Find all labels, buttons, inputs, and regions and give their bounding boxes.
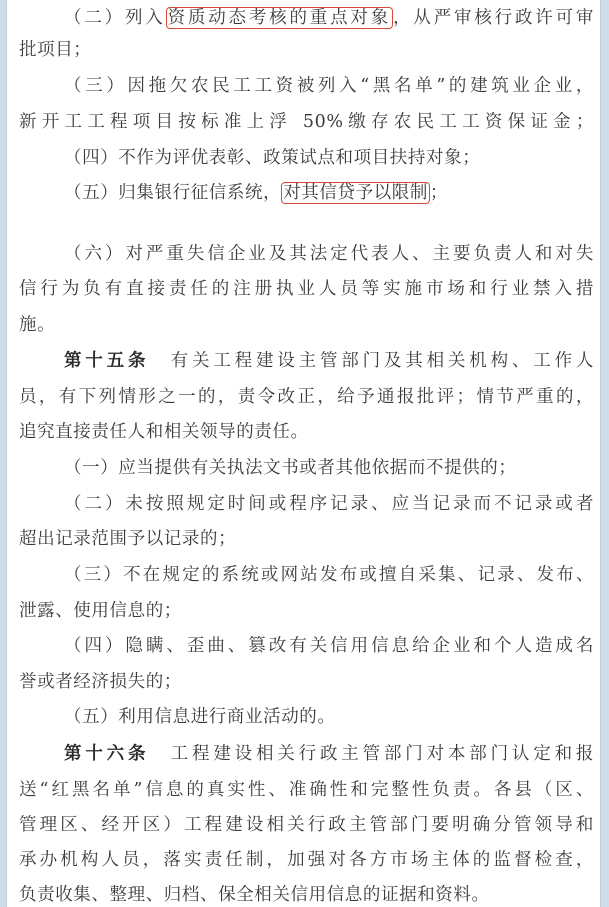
- text-line-7: （六）对严重失信企业及其法定代表人、主要负责人和对失: [64, 244, 594, 264]
- viewer-scrollbar[interactable]: [600, 0, 609, 907]
- text-line-15: 超出记录范围予以记录的；: [19, 529, 237, 549]
- viewer-left-border: [0, 0, 7, 907]
- document-page: [7, 0, 600, 907]
- text-line-22: 送“红黑名单”信息的真实性、准确性和完整性负责。各县（区、: [19, 780, 594, 800]
- text-line-4: 新开工工程项目按标准上浮 50%缴存农民工工资保证金；: [19, 112, 594, 132]
- highlight-box-1: 资质动态考核的重点对象: [167, 8, 392, 28]
- text-line-6: [64, 175, 594, 211]
- line-text: 工程建设相关行政主管部门对本部门认定和报: [149, 744, 594, 764]
- article-15-heading: [64, 343, 594, 379]
- article-16-heading: [64, 736, 594, 772]
- line-text: （五）归集银行征信系统，: [64, 183, 282, 203]
- text-line-2: 批项目；: [19, 40, 92, 60]
- text-line-16: （三）不在规定的系统或网站发布或擅自采集、记录、发布、: [64, 565, 594, 585]
- text-line-17: 泄露、使用信息的；: [19, 601, 182, 621]
- line-text: ；: [430, 183, 449, 203]
- text-line-9: 施。: [19, 315, 56, 335]
- highlight-box-2: 对其信贷予以限制: [283, 183, 429, 203]
- text-line-18: （四）隐瞒、歪曲、篡改有关信用信息给企业和个人造成名: [64, 636, 594, 656]
- line-text: （二）列入: [64, 8, 166, 28]
- text-line-14: （二）未按照规定时间或程序记录、应当记录而不记录或者: [64, 494, 594, 514]
- article-number: 第十五条: [64, 351, 150, 371]
- line-text: 有关工程建设主管部门及其相关机构、工作人: [149, 351, 594, 371]
- text-line-5: （四）不作为评优表彰、政策试点和项目扶持对象；: [64, 148, 481, 168]
- text-line-11: 员，有下列情形之一的，责令改正，给予通报批评；情节严重的，: [19, 387, 594, 407]
- text-line-25: 负责收集、整理、归档、保全相关信用信息的证据和资料。: [19, 885, 490, 905]
- text-line-3: （三）因拖欠农民工工资被列入“黑名单”的建筑业企业，: [64, 76, 594, 96]
- text-line-12: 追究直接责任人和相关领导的责任。: [19, 422, 309, 442]
- text-line-13: （一）应当提供有关执法文书或者其他依据而不提供的；: [64, 458, 517, 478]
- text-line-1: [64, 0, 594, 36]
- article-number: 第十六条: [64, 744, 150, 764]
- text-line-23: 管理区、经开区）工程建设相关行政主管部门要明确分管领导和: [19, 815, 594, 835]
- text-line-19: 誉或者经济损失的；: [19, 672, 182, 692]
- text-line-24: 承办机构人员，落实责任制，加强对各方市场主体的监督检查，: [19, 850, 594, 870]
- text-line-8: 信行为负有直接责任的注册执业人员等实施市场和行业禁入措: [19, 279, 594, 299]
- text-line-20: （五）利用信息进行商业活动的。: [64, 707, 336, 727]
- line-text: ，从严审核行政许可审: [393, 8, 595, 28]
